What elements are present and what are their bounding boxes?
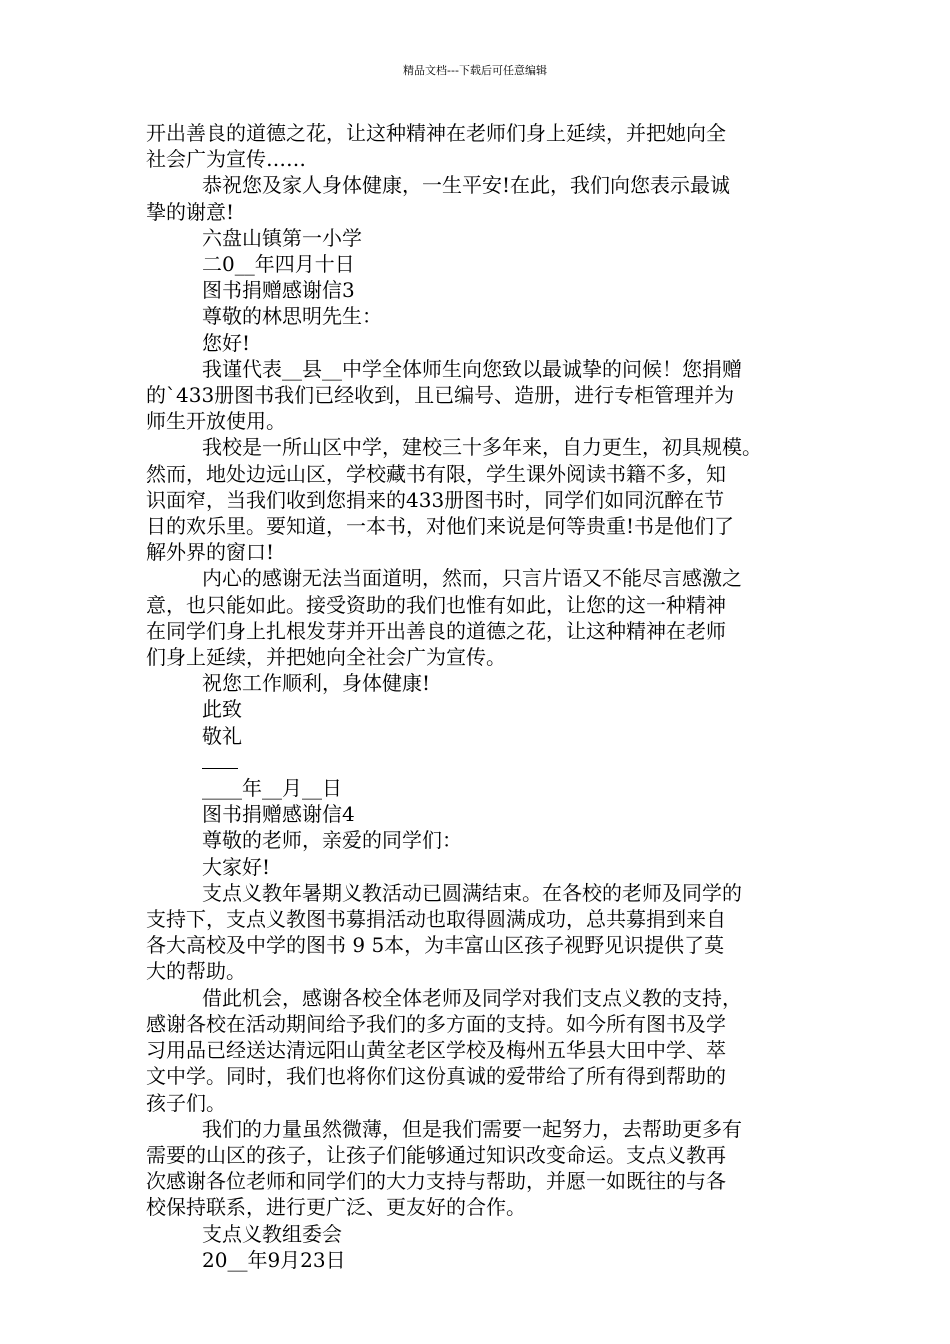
text-line: 需要的山区的孩子，让孩子们能够通过知识改变命运。支点义教再 xyxy=(146,1142,726,1167)
text-line: 支点义教年暑期义教活动已圆满结束。在各校的老师及同学的 xyxy=(202,880,742,905)
signature-underline xyxy=(202,750,238,769)
text-line: 大家好! xyxy=(202,854,271,879)
text-line: 支持下，支点义教图书募捐活动也取得圆满成功，总共募捐到来自 xyxy=(146,907,726,932)
text-line: 意，也只能如此。接受资助的我们也惟有如此，让您的这一种精神 xyxy=(146,592,726,617)
text-line: 开出善良的道德之花，让这种精神在老师们身上延续，并把她向全 xyxy=(146,121,726,145)
text-line: 校保持联系，进行更广泛、更友好的合作。 xyxy=(146,1195,526,1220)
text-line: 二0__年四月十日 xyxy=(202,252,355,277)
text-line: 日的欢乐里。要知道，一本书，对他们来说是何等贵重!书是他们了 xyxy=(146,514,735,539)
text-line: 识面窄，当我们收到您捐来的433册图书时，同学们如同沉醉在节 xyxy=(146,487,725,512)
text-line: 我谨代表__县__中学全体师生向您致以最诚挚的问候！您捐赠 xyxy=(202,356,742,381)
text-line: 的`433册图书我们已经收到，且已编号、造册，进行专柜管理并为 xyxy=(146,383,735,408)
text-line: 解外界的窗口! xyxy=(146,540,275,565)
text-line: 大的帮助。 xyxy=(146,959,246,984)
text-line: 图书捐赠感谢信3 xyxy=(202,278,355,303)
page-header: 精品文档---下载后可任意编辑 xyxy=(403,64,547,77)
text-line: 我们的力量虽然微薄，但是我们需要一起努力，去帮助更多有 xyxy=(202,1116,742,1141)
text-line: 次感谢各位老师和同学们的大力支持与帮助，并愿一如既往的与各 xyxy=(146,1169,726,1194)
text-line: 师生开放使用。 xyxy=(146,409,286,434)
text-line: 感谢各校在活动期间给予我们的多方面的支持。如今所有图书及学 xyxy=(146,1011,726,1036)
text-line: 支点义教组委会 xyxy=(202,1221,342,1246)
text-line: 挚的谢意! xyxy=(146,199,235,224)
text-line: 敬礼 xyxy=(202,723,242,748)
text-line: 在同学们身上扎根发芽并开出善良的道德之花，让这种精神在老师 xyxy=(146,618,726,643)
text-line: 然而，地处边远山区，学校藏书有限，学生课外阅读书籍不多，知 xyxy=(146,461,726,486)
text-line: 尊敬的老师，亲爱的同学们： xyxy=(202,828,462,853)
text-line: 借此机会，感谢各校全体老师及同学对我们支点义教的支持， xyxy=(202,985,742,1010)
text-line: 您好! xyxy=(202,330,251,355)
text-line: ____年__月__日 xyxy=(202,776,342,801)
text-line: 六盘山镇第一小学 xyxy=(202,225,362,250)
text-line: 各大高校及中学的图书 9 5本，为丰富山区孩子视野见识提供了莫 xyxy=(146,933,725,958)
text-line: 此致 xyxy=(202,697,242,722)
text-line: 祝您工作顺利，身体健康! xyxy=(202,671,431,696)
text-line: 20__年9月23日 xyxy=(202,1247,346,1272)
text-line: 内心的感谢无法当面道明，然而，只言片语又不能尽言感激之 xyxy=(202,566,742,591)
text-line: 恭祝您及家人身体健康，一生平安!在此，我们向您表示最诚 xyxy=(202,173,731,198)
text-line: 图书捐赠感谢信4 xyxy=(202,802,355,827)
text-line: 文中学。同时，我们也将你们这份真诚的爱带给了所有得到帮助的 xyxy=(146,1064,726,1089)
document-body xyxy=(146,120,814,1273)
text-line: 社会广为宣传…… xyxy=(146,147,306,172)
text-line: 孩子们。 xyxy=(146,1090,226,1115)
text-line: 我校是一所山区中学，建校三十多年来，自力更生，初具规模。 xyxy=(202,435,762,460)
text-line: 习用品已经送达清远阳山黄坌老区学校及梅州五华县大田中学、萃 xyxy=(146,1038,726,1063)
text-line: 尊敬的林思明先生： xyxy=(202,304,382,329)
text-line: 们身上延续，并把她向全社会广为宣传。 xyxy=(146,645,506,670)
text-line xyxy=(146,749,814,775)
